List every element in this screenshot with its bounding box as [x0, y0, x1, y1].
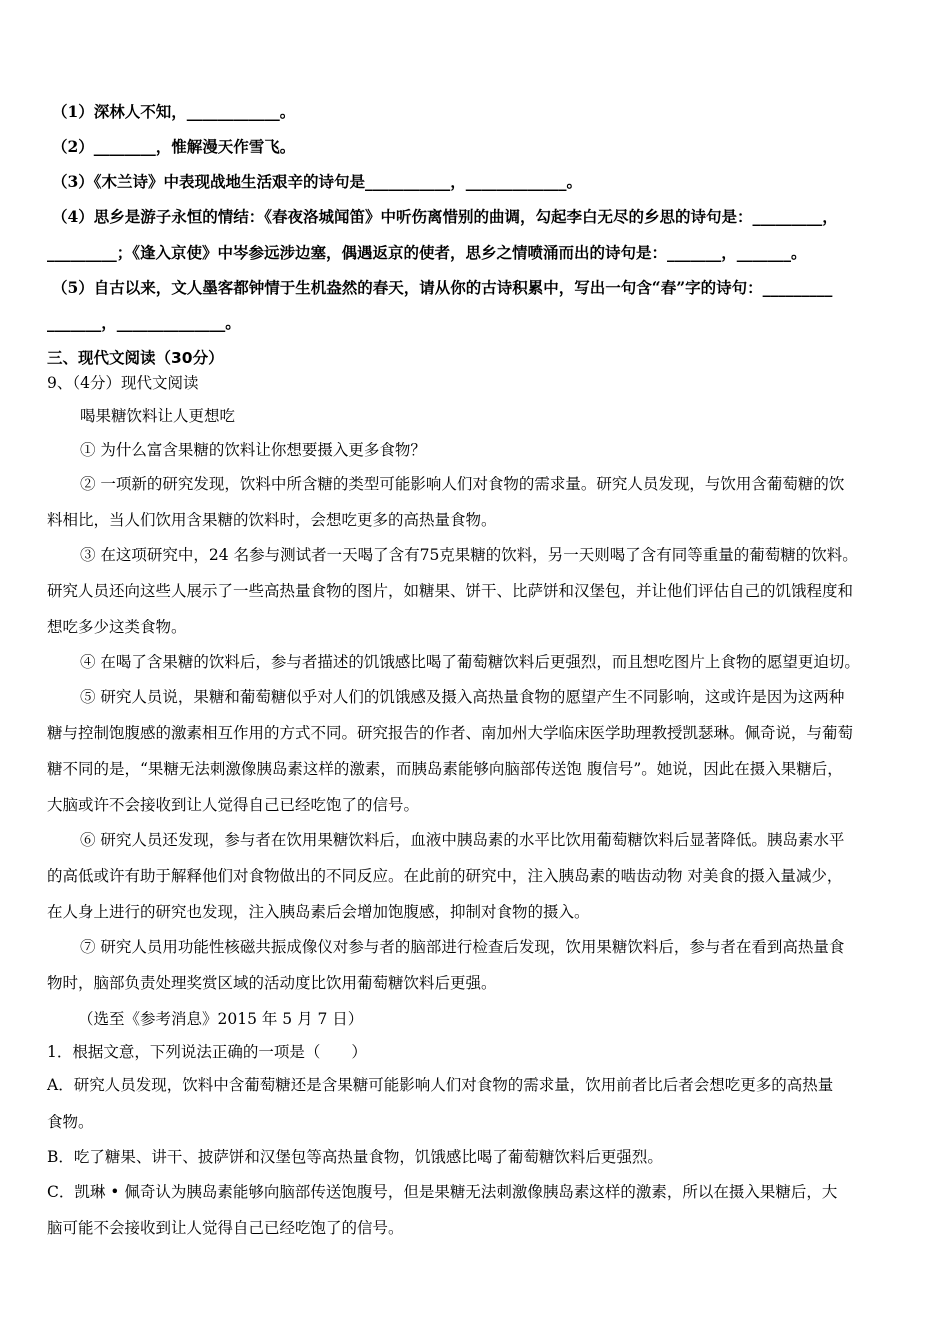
option-a-line2: 食物。	[47, 1113, 94, 1131]
paragraph-6-line3: 在人身上进行的研究也发现，注入胰岛素后会增加饱腹感，抑制对食物的摄入。	[47, 903, 590, 921]
paragraph-5-line4: 大脑或许不会接收到让人觉得自己已经吃饱了的信号。	[47, 796, 420, 814]
paragraph-2-line2: 料相比，当人们饮用含果糖的饮料时，会想吃更多的高热量食物。	[47, 511, 497, 529]
option-b: B．吃了糖果、讲干、披萨饼和汉堡包等高热量食物，饥饿感比喝了葡萄糖饮料后更强烈。	[47, 1148, 663, 1166]
paragraph-2-line1: ② 一项新的研究发现，饮料中所含糖的类型可能影响人们对食物的需求量。研究人员发现，与饮用含葡萄糖的饮	[80, 475, 845, 493]
poetry-q4-line2: _________；《逢入京使》中岑参远涉边塞，偶遇返京的使者，思乡之情喷涌而出的诗句是：_______，_______。	[47, 243, 807, 262]
option-a-line1: A．研究人员发现，饮料中含葡萄糖还是含果糖可能影响人们对食物的需求量，饮用前者比后者会想吃更多的高热量	[47, 1076, 834, 1094]
paragraph-3-line3: 想吃多少这类食物。	[47, 618, 187, 636]
option-c-line2: 脑可能不会接收到让人觉得自己已经吃饱了的信号。	[47, 1219, 404, 1237]
option-c-line1: C．凯琳 • 佩奇认为胰岛素能够向脑部传送饱腹号，但是果糖无法刺激像胰岛素这样的激素，所以在摄入果糖后，大	[47, 1183, 838, 1201]
paragraph-4: ④ 在喝了含果糖的饮料后，参与者描述的饥饿感比喝了葡萄糖饮料后更强烈，而且想吃图片上食物的愿望更迫切。	[80, 653, 860, 671]
paragraph-5-line3: 糖不同的是，“果糖无法刺激像胰岛素这样的激素，而胰岛素能够向脑部传送饱 腹信号”。她说，因此在摄入果糖后，	[47, 760, 843, 778]
poetry-q5-line2: _______，______________。	[47, 313, 241, 332]
paragraph-7-line1: ⑦ 研究人员用功能性核磁共振成像仪对参与者的脑部进行检查后发现，饮用果糖饮料后，参与者在看到高热量食	[80, 938, 845, 956]
paragraph-5-line1: ⑤ 研究人员说，果糖和葡萄糖似乎对人们的饥饿感及摄入高热量食物的愿望产生不同影响，这或许是因为这两种	[80, 688, 845, 706]
paragraph-6-line1: ⑥ 研究人员还发现，参与者在饮用果糖饮料后，血液中胰岛素的水平比饮用葡萄糖饮料后显著降低。胰岛素水平	[80, 831, 845, 849]
poetry-q1: （1）深林人不知，____________。	[52, 102, 296, 121]
paragraph-3-line1: ③ 在这项研究中，24 名参与测试者一天喝了含有75克果糖的饮料，另一天则喝了含有同等重量的葡萄糖的饮料。	[80, 546, 858, 564]
question-9-header: 9、（4分）现代文阅读	[47, 374, 199, 392]
poetry-q3: （3）《木兰诗》中表现战地生活艰辛的诗句是___________，_____________。	[52, 172, 583, 191]
paragraph-5-line2: 糖与控制饱腹感的激素相互作用的方式不同。研究报告的作者、南加州大学临床医学助理教授凯瑟琳。佩奇说，与葡萄	[47, 724, 854, 742]
poetry-q4-line1: （4）思乡是游子永恒的情结：《春夜洛城闻笛》中听伤离惜别的曲调，勾起李白无尽的乡思的诗句是：_________，	[52, 207, 838, 226]
section-title: 三、现代文阅读（30分）	[47, 349, 224, 367]
paragraph-7-line2: 物时，脑部负责处理奖赏区域的活动度比饮用葡萄糖饮料后更强。	[47, 974, 497, 992]
article-title: 喝果糖饮料让人更想吃	[80, 407, 236, 425]
article-source: （选至《参考消息》2015 年 5 月 7 日）	[78, 1010, 364, 1028]
paragraph-3-line2: 研究人员还向这些人展示了一些高热量食物的图片，如糖果、饼干、比萨饼和汉堡包，并让他们评估自己的饥饿程度和	[47, 582, 854, 600]
paragraph-1: ① 为什么富含果糖的饮料让你想要摄入更多食物？	[80, 441, 426, 459]
paragraph-6-line2: 的高低或许有助于解释他们对食物做出的不同反应。在此前的研究中，注入胰岛素的啮齿动物 对美食的摄入量减少，	[47, 867, 843, 885]
question-1-stem: 1．根据文意，下列说法正确的一项是（ ）	[47, 1043, 367, 1061]
poetry-q5-line1: （5）自古以来，文人墨客都钟情于生机盎然的春天，请从你的古诗积累中，写出一句含“春”字的诗句：_________	[52, 278, 833, 297]
poetry-q2: （2）________，惟解漫天作雪飞。	[52, 137, 296, 156]
